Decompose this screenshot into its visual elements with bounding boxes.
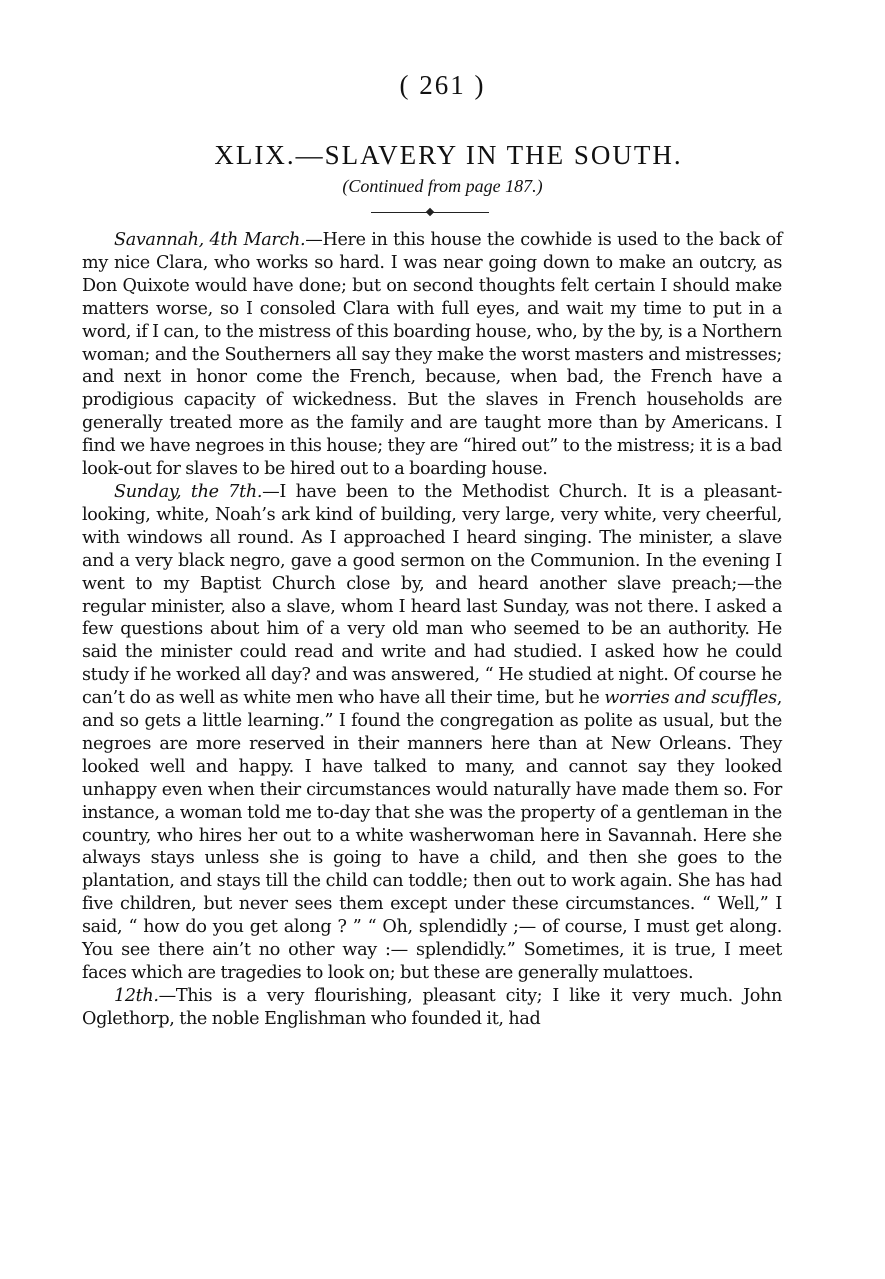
ornamental-rule	[371, 212, 489, 213]
paragraph-lead: 12th.	[114, 985, 159, 1006]
paragraph-lead: Sunday, the 7th.	[114, 481, 263, 502]
emphasis-text: worries and scuffles	[604, 688, 777, 709]
body-text	[82, 229, 782, 1031]
chapter-title: XLIX.—SLAVERY IN THE SOUTH.	[214, 140, 683, 170]
diamond-ornament-icon	[426, 208, 434, 216]
paragraph-savannah	[82, 229, 782, 481]
paragraph-text: —I have been to the Methodist Church. It is a pleasant-looking, white, Noah’s ark kind of building, very large, very white, very cheerful, with windows all round. As I approached I heard singing. The minister, a slave and a very black negro, gave a good sermon on the Communion. In the evening I went to my Baptist Church close by, and heard another slave preach;—the regular minister, also a slave, whom I heard last Sunday, was not there. I asked a few questions about him of a very old man who seemed to be an authority. He said the minister could read and write and had studied. I asked how he could study if he worked all day? and was answered, “ He studied at night. Of course he can’t do as well as white men who have all their time, but he	[82, 481, 783, 709]
chapter-subtitle: (Continued from page 187.)	[342, 176, 543, 196]
paragraph-12th	[82, 985, 782, 1031]
paragraph-lead: Savannah, 4th March.	[114, 230, 306, 250]
paragraph-text: —Here in this house the cowhide is used to the back of my nice Clara, who works so hard. I was near going down to make an outcry, as Don Quixote would have done; but on second thoughts felt certain I should make matters worse, so I consoled Clara with full eyes, and wait my time to put in a word, if I can, to the mistress of this boarding house, who, by the by, is a Northern woman; and the Southerners all say they make the worst masters and mistresses; and next in honor come the French, because, when bad, the French have a prodigious capacity of wickedness. But the slaves in French households are generally treated more as the family and are taught more than by Americans. I find we have negroes in this house; they are “hired out” to the mistress; it is a bad look-out for slaves to be hired out to a boarding house.	[82, 230, 782, 480]
paragraph-text: , and so gets a little learning.” I found the congregation as polite as usual, but the negroes are more reserved in their manners here than at New Orleans. They looked well and happy. I have talked to many, and cannot say they looked unhappy even when their circumstances would naturally have made them so. For instance, a woman told me to-day that she was the property of a gentleman in the country, who hires her out to a white washerwoman here in Savannah. Here she always stays unless she is going to have a child, and then she goes to the plantation, and stays till the child can toddle; then out to work again. She has had five children, but never sees them except under these circumstances. “ Well,” I said, “ how do you get along ? ” “ Oh, splendidly ;— of course, I must get along. You see there ain’t no other way :— splendidly.” Sometimes, it is true, I meet faces which are tragedies to look on; but these are generally mulattoes.	[82, 688, 783, 983]
page-number: ( 261 )	[399, 70, 486, 100]
paragraph-text: —This is a very flourishing, pleasant city; I like it very much. John Oglethorp, the noble Englishman who founded it, had	[82, 985, 782, 1029]
paragraph-sunday	[82, 481, 782, 985]
